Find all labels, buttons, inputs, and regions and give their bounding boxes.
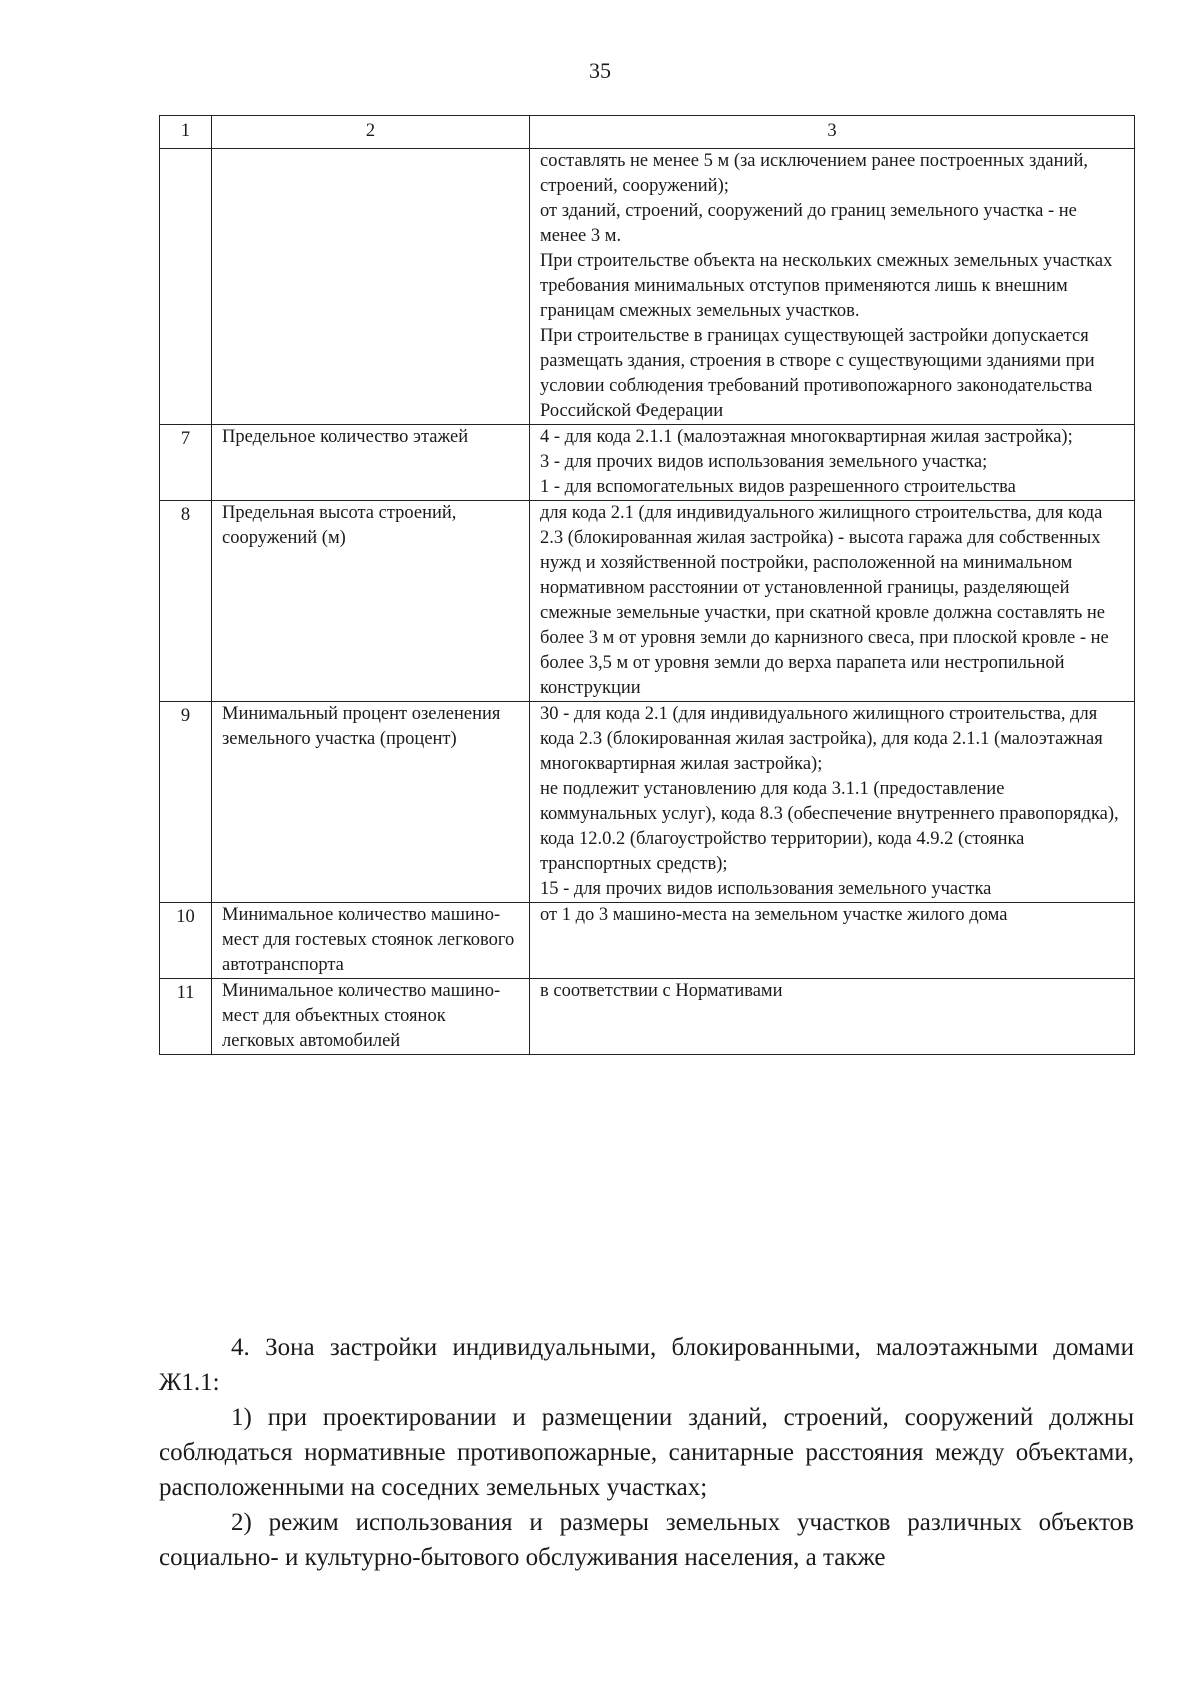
value-paragraph: 1 - для вспомогательных видов разрешенного строительства <box>540 477 1016 497</box>
row-number: 9 <box>160 702 212 903</box>
table-row <box>160 425 1135 501</box>
table-header-row <box>160 116 1135 149</box>
row-parameter-name: Предельная высота строений, сооружений (м) <box>212 501 530 702</box>
continuation-paragraph: составлять не менее 5 м (за исключением ранее построенных зданий, строений, сооружений); <box>540 151 1088 196</box>
value-paragraph: от 1 до 3 машино-места на земельном участке жилого дома <box>540 905 1008 925</box>
value-paragraph: 4 - для кода 2.1.1 (малоэтажная многоквартирная жилая застройка); <box>540 427 1073 447</box>
row-parameter-value <box>530 425 1135 501</box>
table-row <box>160 501 1135 702</box>
row-parameter-name: Предельное количество этажей <box>212 425 530 501</box>
zone-section <box>159 1330 1134 1575</box>
page-number: 35 <box>589 58 611 83</box>
row-parameter-value <box>530 903 1135 979</box>
row-number: 10 <box>160 903 212 979</box>
row-number: 8 <box>160 501 212 702</box>
row-value-cell <box>530 149 1135 425</box>
header-col-2: 2 <box>212 116 530 149</box>
row-parameter-name: Минимальный процент озеленения земельного участка (процент) <box>212 702 530 903</box>
row-number: 11 <box>160 979 212 1055</box>
table-row <box>160 979 1135 1055</box>
continuation-paragraph: При строительстве в границах существующей застройки допускается размещать здания, строения в створе с существующими зданиями при условии соблюдения требований противопожарного законодательства Российской Федерации <box>540 326 1095 421</box>
row-parameter-name: Минимальное количество машино-мест для гостевых стоянок легкового автотранспорта <box>212 903 530 979</box>
row-parameter-value <box>530 702 1135 903</box>
value-paragraph: для кода 2.1 (для индивидуального жилищного строительства, для кода 2.3 (блокированная жилая застройка) - высота гаража для собственных нужд и хозяйственной постройки, расположенной на минимальном нормативном расстоянии от установленной границы, разделяющей смежные земельные участки, при скатной кровле должна составлять не более 3 м от уровня земли до карнизного свеса, при плоской кровле - не более 3,5 м от уровня земли до верха парапета или нестропильной конструкции <box>540 503 1109 698</box>
value-paragraph: 3 - для прочих видов использования земельного участка; <box>540 452 988 472</box>
row-number-cell <box>160 149 212 425</box>
section-item: 2) режим использования и размеры земельных участков различных объектов социально- и культурно-бытового обслуживания населения, а также <box>159 1509 1134 1571</box>
row-name-cell <box>212 149 530 425</box>
value-paragraph: не подлежит установлению для кода 3.1.1 (предоставление коммунальных услуг), кода 8.3 (обеспечение внутреннего правопорядка), кода 12.0.2 (благоустройство территории), кода 4.9.2 (стоянка транспортных средств); <box>540 779 1119 874</box>
table-row <box>160 903 1135 979</box>
value-paragraph: в соответствии с Нормативами <box>540 981 783 1001</box>
section-heading: 4. Зона застройки индивидуальными, блокированными, малоэтажными домами Ж1.1: <box>159 1334 1134 1396</box>
zoning-parameters-table <box>159 115 1135 1055</box>
header-col-3: 3 <box>530 116 1135 149</box>
row-parameter-value <box>530 979 1135 1055</box>
value-paragraph: 30 - для кода 2.1 (для индивидуального жилищного строительства, для кода 2.3 (блокированная жилая застройка), для кода 2.1.1 (малоэтажная многоквартирная жилая застройка); <box>540 704 1103 774</box>
header-col-1: 1 <box>160 116 212 149</box>
section-item: 1) при проектировании и размещении зданий, строений, сооружений должны соблюдаться нормативные противопожарные, санитарные расстояния между объектами, расположенными на соседних земельных участках; <box>159 1404 1134 1501</box>
row-parameter-name: Минимальное количество машино-мест для объектных стоянок легковых автомобилей <box>212 979 530 1055</box>
row-number: 7 <box>160 425 212 501</box>
value-paragraph: 15 - для прочих видов использования земельного участка <box>540 879 992 899</box>
continuation-paragraph: от зданий, строений, сооружений до границ земельного участка - не менее 3 м. <box>540 201 1077 246</box>
table-row-continuation <box>160 149 1135 425</box>
table-row <box>160 702 1135 903</box>
row-parameter-value <box>530 501 1135 702</box>
continuation-paragraph: При строительстве объекта на нескольких смежных земельных участках требования минимальных отступов применяются лишь к внешним границам смежных земельных участков. <box>540 251 1113 321</box>
